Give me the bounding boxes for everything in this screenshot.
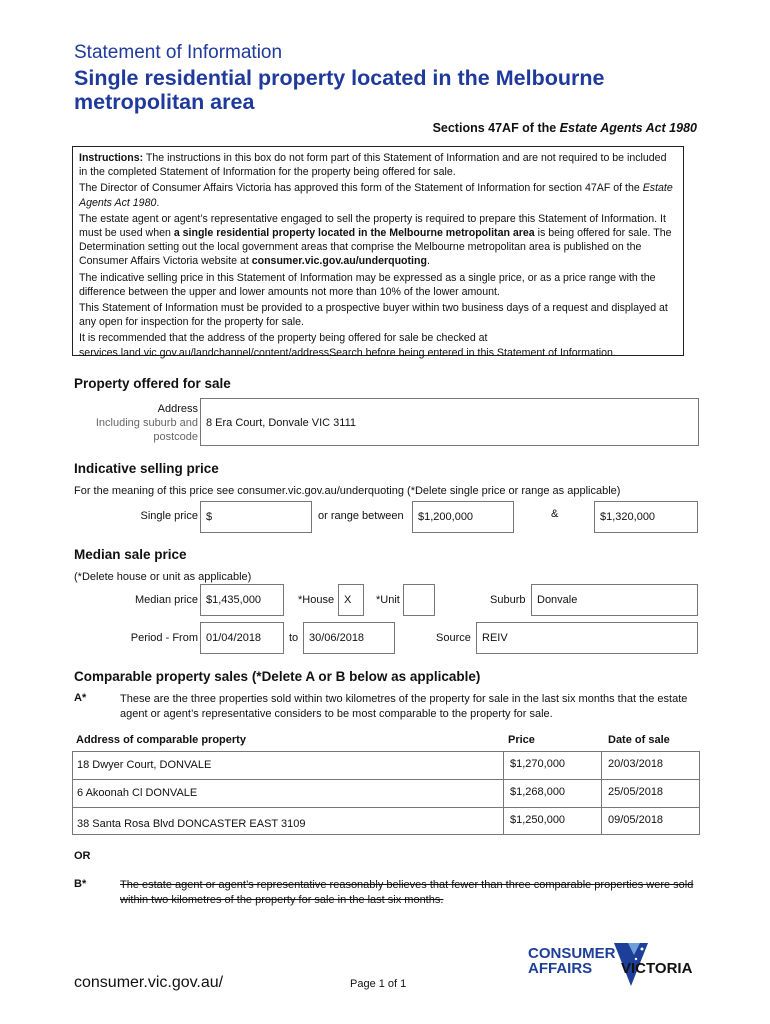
comparable-date[interactable]: 25/05/2018 [601, 780, 699, 807]
address-label-line3: postcode [153, 431, 198, 443]
instructions-para-6: It is recommended that the address of the property being offered for sale be checked at services.land.vic.gov.au/landchannel/content/addressSearch before being entered in this Statement of Information. [79, 332, 616, 359]
unit-label: *Unit [376, 594, 400, 606]
comparable-price[interactable]: $1,270,000 [503, 752, 601, 779]
col-date-header: Date of sale [608, 734, 670, 746]
comparable-date[interactable]: 20/03/2018 [601, 752, 699, 779]
house-label: *House [298, 594, 335, 606]
instructions-text-2-end: . [156, 196, 160, 209]
median-heading: Median sale price [74, 547, 187, 562]
instructions-para-1 [79, 151, 677, 179]
comparable-address[interactable]: 6 Akoonah Cl DONVALE [77, 787, 198, 799]
col-address-header: Address of comparable property [76, 734, 246, 746]
period-from-label: Period - From [130, 632, 198, 644]
instructions-text-3-bold: a single residential property located in the Melbourne metropolitan area [173, 227, 535, 240]
house-checkbox[interactable]: X [338, 584, 364, 616]
instructions-text-3-end: . [426, 255, 430, 268]
act-name: Estate Agents Act 1980 [559, 121, 697, 135]
suburb-field[interactable]: Donvale [531, 584, 698, 616]
consumer-affairs-victoria-logo [528, 942, 708, 992]
table-row [72, 751, 700, 779]
instructions-para-2 [79, 181, 677, 209]
page-title: Single residential property located in the Melbourne metropolitan area [74, 66, 605, 114]
comparable-heading: Comparable property sales (*Delete A or B below as applicable) [74, 669, 481, 684]
comparable-price[interactable]: $1,250,000 [503, 808, 601, 834]
underquoting-link[interactable]: consumer.vic.gov.au/underquoting [251, 255, 427, 268]
act-reference-prefix: Sections 47AF of the [432, 121, 560, 135]
instructions-text-2: The Director of Consumer Affairs Victoria has approved this form of the Statement of Information for section 47AF of the [79, 182, 643, 195]
indicative-heading: Indicative selling price [74, 461, 219, 476]
table-row [72, 807, 700, 835]
cav-logo-mark [528, 942, 708, 992]
instructions-box [72, 146, 684, 359]
period-to-label: to [289, 632, 299, 644]
address-label-line1: Address [157, 403, 198, 415]
range-low-field[interactable]: $1,200,000 [412, 501, 514, 533]
range-label: or range between [318, 510, 404, 522]
svg-text:VICTORIA: VICTORIA [621, 960, 693, 977]
option-b-label: B* [74, 878, 87, 890]
svg-text:AFFAIRS: AFFAIRS [528, 960, 593, 977]
source-label: Source [436, 632, 471, 644]
option-a-label: A* [74, 692, 87, 704]
col-price-header: Price [508, 734, 535, 746]
svg-text:CONSUMER: CONSUMER [528, 945, 616, 962]
instructions-para-4: The indicative selling price in this Statement of Information may be expressed as a single price, or as a price range with the difference between the upper and lower amounts not more than 10% of the lower amount. [79, 271, 656, 298]
option-a-text: These are the three properties sold within two kilometres of the property for sale in the last six months that the estate agent or agent’s representative considers to be most comparable to the property for sale. [120, 693, 688, 720]
address-label [70, 402, 198, 444]
median-price-label: Median price [135, 594, 198, 606]
instructions-text-3b: is being offered for sale. The Determination setting out the local government areas that comprise the Melbourne metropolitan area is published on the Consumer Affairs Victoria website at [79, 227, 672, 268]
form-kicker: Statement of Information [74, 42, 283, 63]
range-high-field[interactable]: $1,320,000 [594, 501, 698, 533]
suburb-label: Suburb [490, 594, 526, 606]
indicative-note: For the meaning of this price see consumer.vic.gov.au/underquoting (*Delete single price or range as applicable) [74, 485, 621, 497]
footer-website[interactable]: consumer.vic.gov.au/ [74, 974, 224, 991]
comparable-date[interactable]: 09/05/2018 [601, 808, 699, 834]
single-price-field[interactable]: $ [200, 501, 312, 533]
source-field[interactable]: REIV [476, 622, 698, 654]
instructions-text-3a: The estate agent or agent’s representative engaged to sell the property is required to prepare this Statement of Information. It must be used when [79, 212, 666, 240]
address-label-line2: Including suburb and [95, 417, 198, 429]
median-price-field[interactable]: $1,435,000 [200, 584, 284, 616]
or-label: OR [74, 850, 91, 862]
option-b-text: The estate agent or agent’s representative reasonably believes that fewer than three comparable properties were sold within two kilometres of the property for sale in the last six months. [120, 879, 694, 906]
page-number: Page 1 of 1 [350, 978, 407, 990]
instructions-para-5: This Statement of Information must be provided to a prospective buyer within two business days of a request and displayed at any open for inspection for the property for sale. [79, 302, 668, 329]
address-field[interactable]: 8 Era Court, Donvale VIC 3111 [200, 398, 699, 446]
instructions-para-3 [79, 212, 677, 269]
unit-checkbox[interactable] [403, 584, 435, 616]
comparable-address[interactable]: 38 Santa Rosa Blvd DONCASTER EAST 3109 [77, 818, 306, 830]
table-row [72, 779, 700, 807]
comparable-address[interactable]: 18 Dwyer Court, DONVALE [77, 759, 212, 771]
single-price-label: Single price [140, 510, 198, 522]
period-to-field[interactable]: 30/06/2018 [303, 622, 395, 654]
act-reference [433, 121, 697, 135]
instructions-act-italic: Estate Agents Act 1980 [79, 182, 673, 209]
property-heading: Property offered for sale [74, 376, 231, 391]
comparable-price[interactable]: $1,268,000 [503, 780, 601, 807]
range-ampersand: & [551, 508, 559, 520]
instructions-label: Instructions: [79, 152, 144, 164]
instructions-text-1: The instructions in this box do not form part of this Statement of Information and are not required to be included in the completed Statement of Information for the property being offered for sale. [79, 152, 667, 179]
period-from-field[interactable]: 01/04/2018 [200, 622, 284, 654]
median-note: (*Delete house or unit as applicable) [74, 571, 252, 583]
